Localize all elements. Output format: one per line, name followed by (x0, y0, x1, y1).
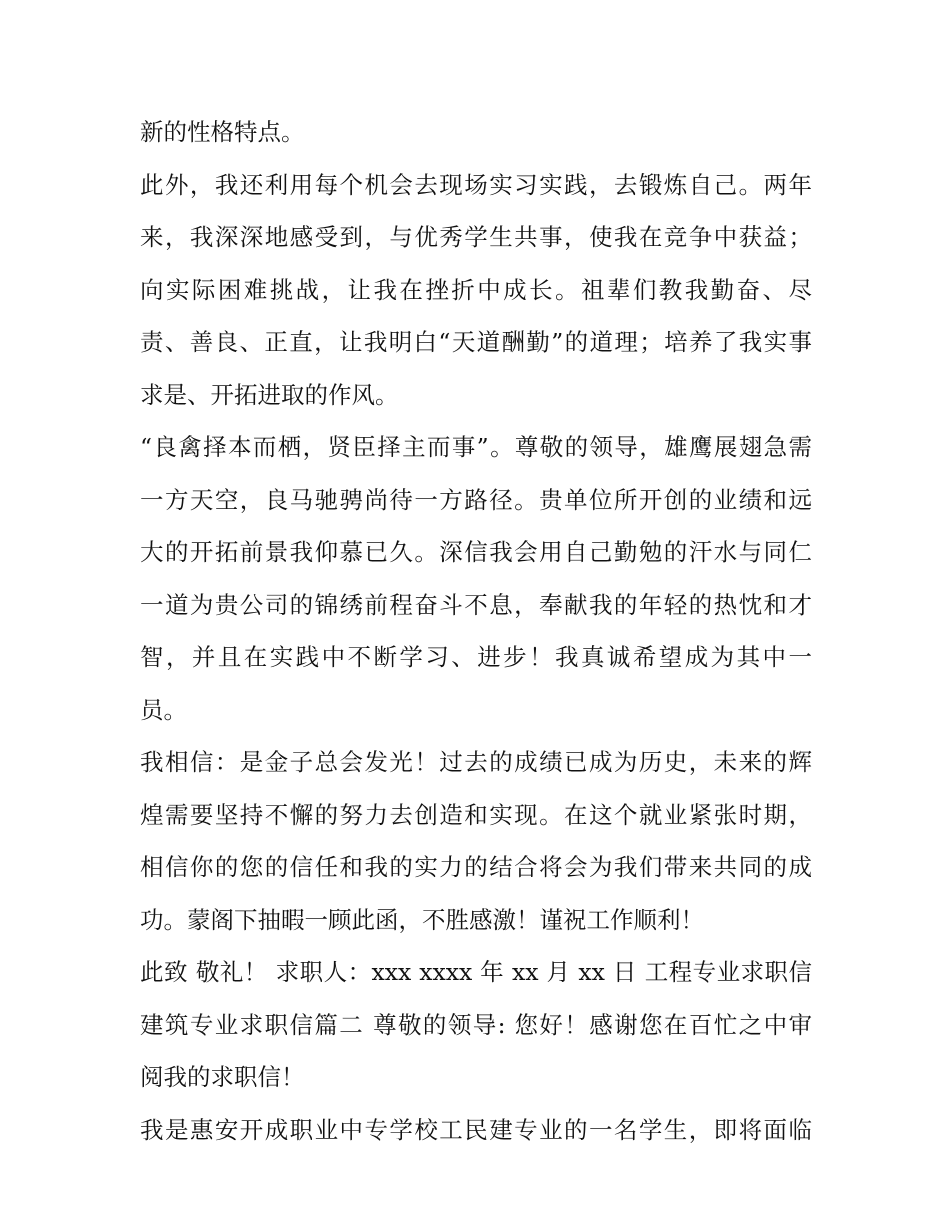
text-line: 此外，我还利用每个机会去现场实习实践，去锻炼自己。两年 (140, 170, 812, 199)
text-line: 责、善良、正直，让我明白“天道酬勤”的道理；培养了我实事 (140, 328, 812, 356)
text-line: 阅我的求职信！ (140, 1063, 305, 1091)
text-line: 煌需要坚持不懈的努力去创造和实现。在这个就业紧张时期， (140, 800, 812, 829)
text-line: 一方天空，良马驰骋尚待一方路径。贵单位所开创的业绩和远 (140, 485, 812, 514)
text-line: 向实际困难挑战，让我在挫折中成长。祖辈们教我勤奋、尽 (140, 275, 812, 304)
text-line: 功。蒙阁下抽暇一顾此函，不胜感激！谨祝工作顺利！ (140, 905, 704, 934)
document-body (140, 106, 812, 1156)
text-line: 员。 (140, 695, 187, 724)
text-line: 我是惠安开成职业中专学校工民建专业的一名学生，即将面临 (140, 1115, 812, 1144)
text-line: 新的性格特点。 (140, 118, 305, 146)
text-line: 求是、开拓进取的作风。 (140, 380, 399, 409)
text-line: 相信你的您的信任和我的实力的结合将会为我们带来共同的成 (140, 853, 812, 881)
text-line: 大的开拓前景我仰慕已久。深信我会用自己勤勉的汗水与同仁 (140, 538, 812, 566)
text-line: 我相信：是金子总会发光！过去的成绩已成为历史，未来的辉 (140, 748, 812, 776)
text-line: 来，我深深地感受到，与优秀学生共事，使我在竞争中获益； (140, 223, 812, 251)
text-line: 一道为贵公司的锦绣前程奋斗不息，奉献我的年轻的热忱和才 (140, 590, 812, 619)
text-line: 此致 敬礼！ 求职人：xxx xxxx 年 xx 月 xx 日 工程专业求职信 (140, 958, 812, 986)
text-line: 智，并且在实践中不断学习、进步！我真诚希望成为其中一 (140, 643, 812, 671)
text-line: “良禽择本而栖，贤臣择主而事”。尊敬的领导，雄鹰展翅急需 (140, 433, 812, 461)
text-line: 建筑专业求职信篇二 尊敬的领导: 您好！感谢您在百忙之中审 (140, 1010, 812, 1039)
